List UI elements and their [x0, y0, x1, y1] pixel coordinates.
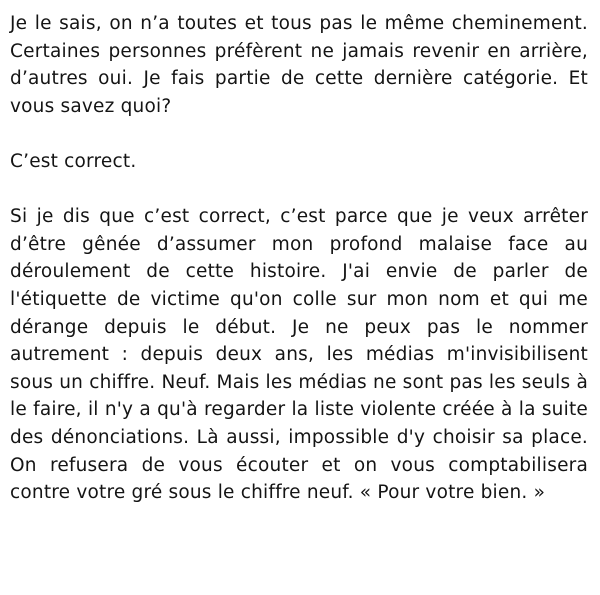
- paragraph-explanation: Si je dis que c’est correct, c’est parce que je veux arrêter d’être gênée d’assumer mon profond malaise face au déroulement de cette histoire. J'ai envie de parler de l'étiquette de victime qu'on colle sur mon nom et qui me dérange depuis le début. Je ne peux pas le nommer autrement : depuis deux ans, les médias m'invisibilisent sous un chiffre. Neuf. Mais les médias ne sont pas les seuls à le faire, il n'y a qu'à regarder la liste violente créée à la suite des dénonciations. Là aussi, impossible d'y choisir sa place. On refusera de vous écouter et on vous comptabilisera contre votre gré sous le chiffre neuf. « Pour votre bien. »: [10, 206, 588, 504]
- paragraph-intro: Je le sais, on n’a toutes et tous pas le même cheminement. Certaines personnes préfèrent ne jamais revenir en arrière, d’autres oui. Je fais partie de cette dernière catégorie. Et vous savez quoi?: [10, 13, 588, 117]
- paragraph-statement: C’est correct.: [10, 150, 137, 172]
- document-body: [10, 10, 588, 534]
